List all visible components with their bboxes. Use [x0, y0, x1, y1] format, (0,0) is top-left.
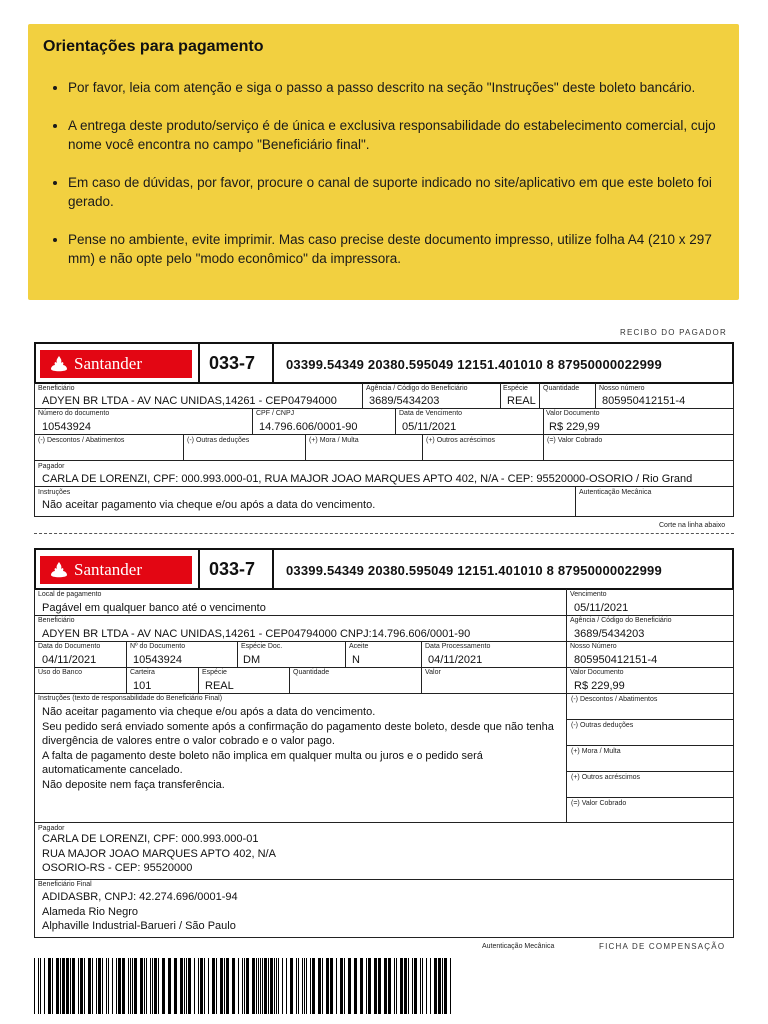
- barcode-bar: [306, 958, 307, 1014]
- barcode-bar: [286, 958, 287, 1014]
- valor-documento-value: R$ 229,99: [574, 680, 625, 692]
- barcode-bar: [438, 958, 441, 1014]
- barcode-bar: [150, 958, 151, 1014]
- instrucao-line: Não aceitar pagamento via cheque e/ou após a data do vencimento.: [42, 706, 376, 718]
- barcode-bar: [38, 958, 39, 1014]
- barcode: [34, 958, 454, 1014]
- barcode-bar: [216, 958, 217, 1014]
- label-especie: Espécie: [503, 385, 528, 392]
- label-especie: Espécie: [202, 669, 227, 676]
- data-processamento-value: 04/11/2021: [428, 654, 483, 666]
- label-instrucoes: Instruções (texto de responsabilidade do Beneficiário Final): [38, 695, 223, 702]
- guideline-item: • Pense no ambiente, evite imprimir. Mas caso precise deste documento impresso, utilize folha A4 (210 x 297 mm) e não opte pelo "modo econômico" da impressora.: [68, 230, 728, 268]
- pagador-line: OSORIO-RS - CEP: 95520000: [42, 862, 193, 874]
- barcode-bar: [34, 958, 35, 1014]
- label-vencimento: Vencimento: [570, 591, 607, 598]
- barcode-bar: [302, 958, 303, 1014]
- barcode-bar: [360, 958, 363, 1014]
- barcode-bar: [208, 958, 209, 1014]
- barcode-bar: [310, 958, 311, 1014]
- especie-value: REAL: [507, 395, 536, 407]
- label-outras-deducoes: (-) Outras deduções: [187, 437, 250, 444]
- data-documento-value: 04/11/2021: [42, 654, 97, 666]
- barcode-bar: [200, 958, 203, 1014]
- label-local-pagamento: Local de pagamento: [38, 591, 102, 598]
- label-descontos: (-) Descontos / Abatimentos: [38, 437, 125, 444]
- barcode-bar: [152, 958, 153, 1014]
- barcode-bar: [224, 958, 225, 1014]
- barcode-bar: [290, 958, 293, 1014]
- barcode-bar: [184, 958, 185, 1014]
- barcode-bar: [174, 958, 177, 1014]
- beneficiario-final-line: Alameda Rio Negro: [42, 905, 138, 918]
- barcode-bar: [262, 958, 263, 1014]
- barcode-bar: [430, 958, 431, 1014]
- barcode-bar: [40, 958, 41, 1014]
- barcode-bar: [278, 958, 279, 1014]
- numero-documento-value: 10543924: [133, 654, 182, 666]
- valor-documento-value: R$ 229,99: [549, 421, 600, 433]
- barcode-bar: [450, 958, 451, 1014]
- santander-logo: [40, 556, 192, 584]
- barcode-bar: [144, 958, 145, 1014]
- compensation-section-label: FICHA DE COMPENSAÇÃO: [599, 942, 726, 951]
- label-carteira: Carteira: [130, 669, 155, 676]
- beneficiario-final-block: [42, 890, 238, 934]
- barcode-bar: [128, 958, 129, 1014]
- label-valor-documento: Valor Documento: [570, 669, 624, 676]
- barcode-bar: [322, 958, 323, 1014]
- barcode-bar: [412, 958, 413, 1014]
- barcode-bar: [274, 958, 275, 1014]
- barcode-bar: [378, 958, 381, 1014]
- label-valor-cobrado: (=) Valor Cobrado: [571, 800, 627, 807]
- barcode-bar: [296, 958, 297, 1014]
- barcode-bar: [394, 958, 395, 1014]
- guidelines-title: Orientações para pagamento: [43, 38, 264, 55]
- barcode-bar: [344, 958, 345, 1014]
- label-beneficiario-final: Beneficiário Final: [38, 881, 92, 888]
- label-uso-banco: Uso do Banco: [38, 669, 82, 676]
- cut-line: [34, 533, 734, 534]
- carteira-value: 101: [133, 680, 152, 692]
- label-valor: Valor: [425, 669, 441, 676]
- beneficiario-final-line: Alphaville Industrial-Barueri / São Paulo: [42, 920, 236, 932]
- santander-logo: [40, 350, 192, 378]
- label-numero-documento: Número do documento: [38, 410, 110, 417]
- barcode-bar: [88, 958, 91, 1014]
- instrucoes-block: [42, 705, 558, 792]
- barcode-bar: [354, 958, 357, 1014]
- label-nosso-numero: Nosso Número: [570, 643, 617, 650]
- barcode-bar: [326, 958, 329, 1014]
- barcode-bar: [444, 958, 447, 1014]
- barcode-bar: [260, 958, 261, 1014]
- label-data-documento: Data do Documento: [38, 643, 101, 650]
- barcode-bar: [44, 958, 45, 1014]
- label-mora: (+) Mora / Multa: [571, 748, 621, 755]
- bank-name: Santander: [74, 354, 142, 373]
- instrucoes-value: Não aceitar pagamento via cheque e/ou após a data do vencimento.: [42, 499, 376, 511]
- barcode-bar: [98, 958, 101, 1014]
- guidelines-list: [50, 78, 728, 287]
- barcode-bar: [312, 958, 315, 1014]
- barcode-bar: [204, 958, 205, 1014]
- barcode-bar: [420, 958, 421, 1014]
- label-instrucoes: Instruções: [38, 489, 71, 496]
- barcode-bar: [244, 958, 245, 1014]
- label-vencimento: Data de Vencimento: [399, 410, 463, 417]
- barcode-bar: [348, 958, 351, 1014]
- barcode-bar: [232, 958, 235, 1014]
- instrucao-line: Não deposite nem faça transferência.: [42, 778, 225, 791]
- barcode-bar: [96, 958, 97, 1014]
- barcode-bar: [60, 958, 61, 1014]
- barcode-bar: [186, 958, 187, 1014]
- barcode-bar: [246, 958, 249, 1014]
- barcode-bar: [396, 958, 397, 1014]
- agencia-value: 3689/5434203: [369, 395, 440, 407]
- label-autenticacao: Autenticação Mecânica: [482, 943, 555, 950]
- barcode-bar: [108, 958, 109, 1014]
- barcode-bar: [336, 958, 337, 1014]
- label-autenticacao: Autenticação Mecânica: [579, 489, 652, 496]
- payment-guidelines-panel: [28, 24, 739, 300]
- label-outras-deducoes: (-) Outras deduções: [571, 722, 634, 729]
- barcode-bar: [70, 958, 71, 1014]
- bank-code: 033-7: [209, 353, 256, 373]
- digitable-line: 03399.54349 20380.595049 12151.401010 8 87950000022999: [286, 357, 662, 372]
- instrucao-line: Seu pedido será enviado somente após a confirmação do pagamento deste boleto, desde que não tenha divergência de valores entre o valor cobrado e o valor pago.: [42, 720, 554, 747]
- barcode-bar: [56, 958, 59, 1014]
- barcode-bar: [384, 958, 387, 1014]
- beneficiario-value: ADYEN BR LTDA - AV NAC UNIDAS,14261 - CEP04794000 CNPJ:14.796.606/0001-90: [42, 628, 471, 640]
- label-pagador: Pagador: [38, 825, 65, 832]
- barcode-bar: [408, 958, 409, 1014]
- barcode-bar: [140, 958, 143, 1014]
- barcode-bar: [400, 958, 403, 1014]
- receipt-section-label: RECIBO DO PAGADOR: [620, 328, 727, 337]
- especie-value: REAL: [205, 680, 234, 692]
- pagador-line: RUA MAJOR JOAO MARQUES APTO 402, N/A: [42, 847, 276, 860]
- barcode-bar: [226, 958, 229, 1014]
- pagador-block: [42, 832, 276, 876]
- label-beneficiario: Beneficiário: [38, 617, 75, 624]
- barcode-bar: [158, 958, 159, 1014]
- label-outros-acrescimos: (+) Outros acréscimos: [571, 774, 641, 781]
- barcode-bar: [194, 958, 195, 1014]
- barcode-bar: [168, 958, 171, 1014]
- guideline-item: • Em caso de dúvidas, por favor, procure o canal de suporte indicado no site/aplicativo em que este boleto foi gerado.: [68, 173, 728, 211]
- barcode-bar: [220, 958, 223, 1014]
- beneficiario-value: ADYEN BR LTDA - AV NAC UNIDAS,14261 - CEP04794000: [42, 395, 337, 407]
- label-nosso-numero: Nosso número: [599, 385, 645, 392]
- barcode-bar: [80, 958, 83, 1014]
- barcode-bar: [212, 958, 215, 1014]
- barcode-bar: [48, 958, 51, 1014]
- barcode-bar: [270, 958, 273, 1014]
- barcode-bar: [84, 958, 85, 1014]
- numero-documento-value: 10543924: [42, 421, 91, 433]
- barcode-bar: [304, 958, 305, 1014]
- label-cpf-cnpj: CPF / CNPJ: [256, 410, 295, 417]
- barcode-bar: [268, 958, 269, 1014]
- barcode-bar: [112, 958, 113, 1014]
- guideline-item: • Por favor, leia com atenção e siga o passo a passo descrito na seção "Instruções" deste boleto bancário.: [68, 78, 728, 97]
- label-outros-acrescimos: (+) Outros acréscimos: [426, 437, 496, 444]
- pagador-line: CARLA DE LORENZI, CPF: 000.993.000-01: [42, 833, 259, 845]
- cut-line-label: Corte na linha abaixo: [659, 522, 726, 529]
- barcode-bar: [422, 958, 423, 1014]
- barcode-bar: [374, 958, 377, 1014]
- label-especie-doc: Espécie Doc.: [241, 643, 283, 650]
- label-quantidade: Quantidade: [293, 669, 330, 676]
- barcode-bar: [134, 958, 137, 1014]
- label-beneficiario: Beneficiário: [38, 385, 75, 392]
- barcode-bar: [366, 958, 367, 1014]
- barcode-bar: [188, 958, 191, 1014]
- barcode-bar: [92, 958, 93, 1014]
- barcode-bar: [258, 958, 259, 1014]
- guideline-item: • A entrega deste produto/serviço é de única e exclusiva responsabilidade do estabelecimento comercial, cujo nome você encontra no campo "Beneficiário final".: [68, 116, 728, 154]
- barcode-bar: [52, 958, 53, 1014]
- barcode-bar: [242, 958, 243, 1014]
- label-numero-documento: Nº do Documento: [130, 643, 186, 650]
- barcode-bar: [122, 958, 125, 1014]
- barcode-bar: [252, 958, 255, 1014]
- barcode-bar: [198, 958, 199, 1014]
- label-mora: (+) Mora / Multa: [309, 437, 359, 444]
- barcode-bar: [318, 958, 321, 1014]
- barcode-bar: [118, 958, 121, 1014]
- nosso-numero-value: 805950412151-4: [602, 395, 686, 407]
- vencimento-value: 05/11/2021: [574, 602, 629, 614]
- barcode-bar: [368, 958, 371, 1014]
- santander-flame-icon: [50, 561, 68, 579]
- vencimento-value: 05/11/2021: [402, 421, 457, 433]
- label-descontos: (-) Descontos / Abatimentos: [571, 696, 658, 703]
- barcode-bar: [442, 958, 443, 1014]
- nosso-numero-value: 805950412151-4: [574, 654, 658, 666]
- barcode-bar: [116, 958, 117, 1014]
- label-pagador: Pagador: [38, 463, 65, 470]
- barcode-bar: [404, 958, 407, 1014]
- barcode-bar: [132, 958, 133, 1014]
- barcode-bar: [264, 958, 267, 1014]
- barcode-bar: [298, 958, 299, 1014]
- instrucao-line: A falta de pagamento deste boleto não implica em qualquer multa ou juros e o pedido será automaticamente cancelado.: [42, 749, 483, 776]
- santander-flame-icon: [50, 355, 68, 373]
- barcode-bar: [130, 958, 131, 1014]
- cpf-cnpj-value: 14.796.606/0001-90: [259, 421, 358, 433]
- barcode-bar: [282, 958, 283, 1014]
- barcode-bar: [330, 958, 333, 1014]
- barcode-bar: [414, 958, 417, 1014]
- digitable-line: 03399.54349 20380.595049 12151.401010 8 87950000022999: [286, 563, 662, 578]
- barcode-bar: [146, 958, 147, 1014]
- barcode-bar: [256, 958, 257, 1014]
- barcode-bar: [276, 958, 277, 1014]
- label-valor-documento: Valor Documento: [546, 410, 600, 417]
- bank-name: Santander: [74, 560, 142, 579]
- pagador-value: CARLA DE LORENZI, CPF: 000.993.000-01, RUA MAJOR JOAO MARQUES APTO 402, N/A - CEP: 95520000-OSORIO / Rio Grand: [42, 473, 693, 485]
- barcode-bar: [66, 958, 69, 1014]
- barcode-bar: [154, 958, 157, 1014]
- label-quantidade: Quantidade: [543, 385, 580, 392]
- label-aceite: Aceite: [349, 643, 369, 650]
- bank-code: 033-7: [209, 559, 256, 579]
- label-valor-cobrado: (=) Valor Cobrado: [547, 437, 603, 444]
- label-agencia: Agência / Código do Beneficiário: [366, 385, 468, 392]
- barcode-bar: [180, 958, 183, 1014]
- label-agencia: Agência / Código do Beneficiário: [570, 617, 672, 624]
- barcode-bar: [238, 958, 239, 1014]
- barcode-bar: [72, 958, 75, 1014]
- local-pagamento-value: Pagável em qualquer banco até o vencimento: [42, 602, 266, 614]
- barcode-bar: [162, 958, 165, 1014]
- barcode-bar: [102, 958, 103, 1014]
- barcode-bar: [106, 958, 107, 1014]
- label-data-processamento: Data Processamento: [425, 643, 491, 650]
- especie-doc-value: DM: [243, 654, 261, 666]
- barcode-bar: [62, 958, 65, 1014]
- barcode-bar: [426, 958, 427, 1014]
- barcode-bar: [78, 958, 79, 1014]
- barcode-bar: [340, 958, 343, 1014]
- beneficiario-final-line: ADIDASBR, CNPJ: 42.274.696/0001-94: [42, 891, 238, 903]
- agencia-value: 3689/5434203: [574, 628, 645, 640]
- aceite-value: N: [352, 654, 360, 666]
- barcode-bar: [388, 958, 391, 1014]
- barcode-bar: [434, 958, 437, 1014]
